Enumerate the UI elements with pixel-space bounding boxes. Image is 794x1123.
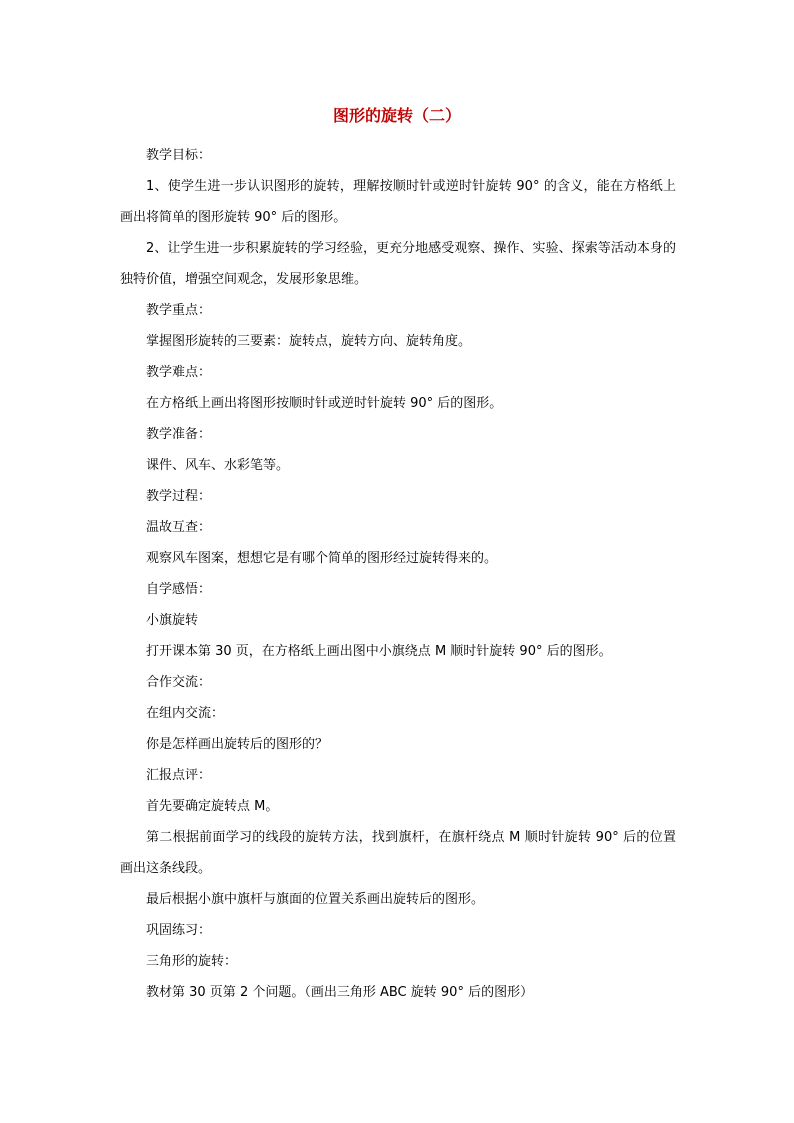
paragraph-step-2: 第二根据前面学习的线段的旋转方法，找到旗杆，在旗杆绕点 M 顺时针旋转 90° 后的位置画出这条线段。 xyxy=(120,830,676,876)
paragraph-key-points: 掌握图形旋转的三要素：旋转点，旋转方向、旋转角度。 xyxy=(146,334,472,349)
document-body xyxy=(120,140,676,1008)
paragraph-practice-heading: 巩固练习： xyxy=(146,923,212,938)
paragraph-flag-rotation: 小旗旋转 xyxy=(146,613,199,628)
paragraph-step-1: 首先要确定旋转点 M。 xyxy=(146,799,279,814)
paragraph-report-heading: 汇报点评： xyxy=(146,768,212,783)
paragraph-objective-1: 1、使学生进一步认识图形的旋转，理解按顺时针或逆时针旋转 90° 的含义，能在方格纸上画出将简单的图形旋转 90° 后的图形。 xyxy=(120,179,676,225)
paragraph-key-points-heading: 教学重点： xyxy=(146,303,212,318)
paragraph-exercise: 教材第 30 页第 2 个问题。（画出三角形 ABC 旋转 90° 后的图形） xyxy=(146,985,534,1000)
paragraph-process-heading: 教学过程： xyxy=(146,489,212,504)
document-title: 图形的旋转（二） xyxy=(332,106,461,125)
paragraph-objectives-heading: 教学目标： xyxy=(146,148,212,163)
paragraph-question: 你是怎样画出旋转后的图形的？ xyxy=(146,737,329,752)
paragraph-difficulty: 在方格纸上画出将图形按顺时针或逆时针旋转 90° 后的图形。 xyxy=(146,396,503,411)
paragraph-cooperation-heading: 合作交流： xyxy=(146,675,212,690)
paragraph-objective-2: 2、让学生进一步积累旋转的学习经验，更充分地感受观察、操作、实验、探索等活动本身的独特价值，增强空间观念，发展形象思维。 xyxy=(120,241,676,287)
paragraph-flag-task: 打开课本第 30 页，在方格纸上画出图中小旗绕点 M 顺时针旋转 90° 后的图形。 xyxy=(146,644,612,659)
paragraph-group-exchange: 在组内交流： xyxy=(146,706,225,721)
paragraph-preparation-heading: 教学准备： xyxy=(146,427,212,442)
paragraph-triangle-rotation: 三角形的旋转： xyxy=(146,954,238,969)
paragraph-difficulty-heading: 教学难点： xyxy=(146,365,212,380)
paragraph-review: 观察风车图案，想想它是有哪个简单的图形经过旋转得来的。 xyxy=(146,551,498,566)
paragraph-preparation: 课件、风车、水彩笔等。 xyxy=(146,458,290,473)
paragraph-step-3: 最后根据小旗中旗杆与旗面的位置关系画出旋转后的图形。 xyxy=(146,892,485,907)
paragraph-self-study-heading: 自学感悟： xyxy=(146,582,212,597)
paragraph-review-heading: 温故互查： xyxy=(146,520,212,535)
